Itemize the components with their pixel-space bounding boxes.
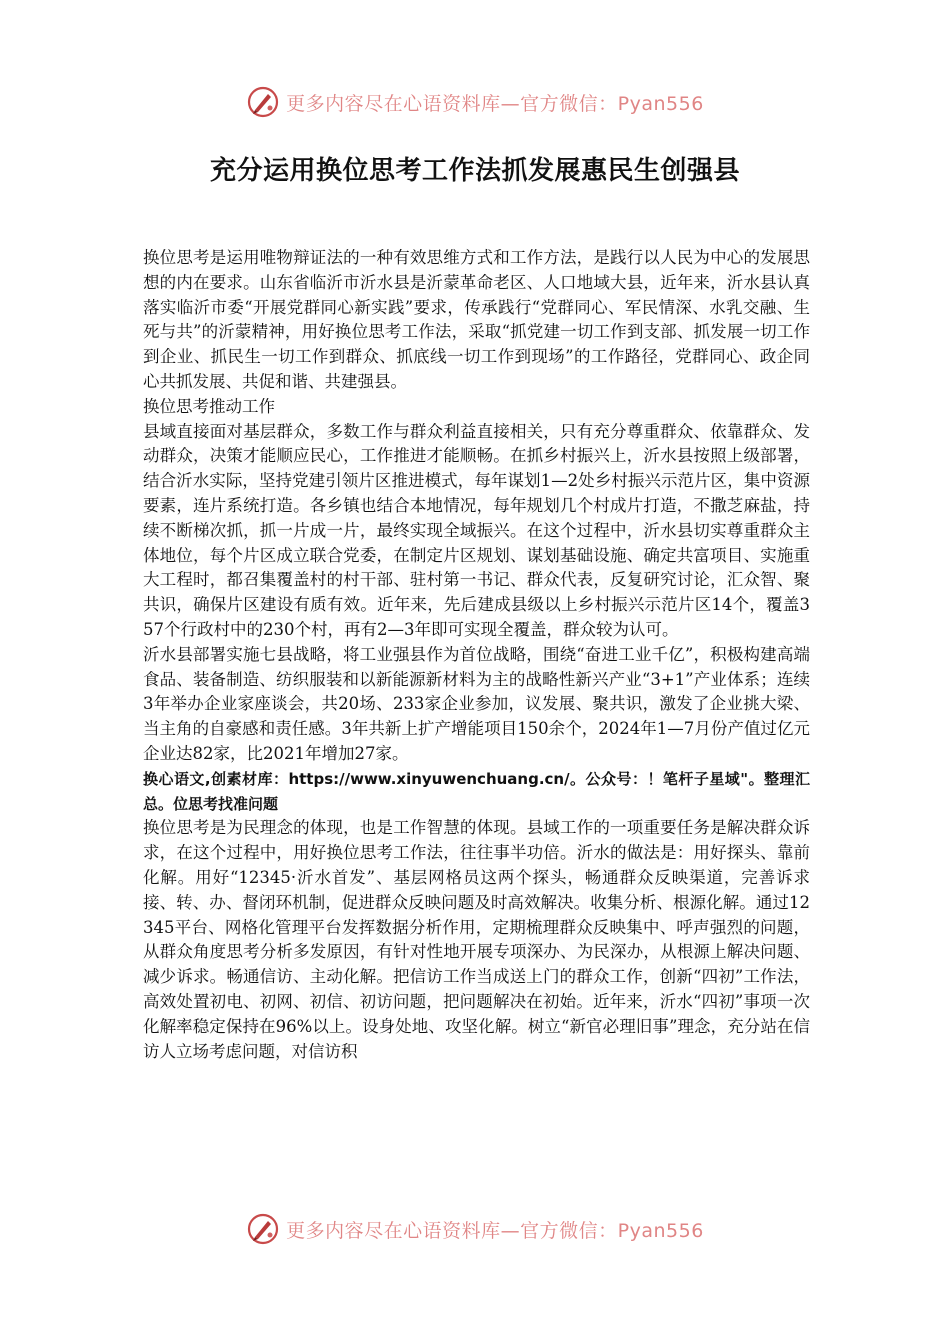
paragraph-industry: 沂水县部署实施七县战略，将工业强县作为首位战略，围绕“奋进工业千亿”，积极构建高端食品、装备制造、纺织服装和以新能源新材料为主的战略性新兴产业“3+1”产业体系；连续3年举办企业家座谈会，共20场、233家企业参加，议发展、聚共识，激发了企业挑大梁、当主角的自豪感和责任感。3年共新上扩产增能项目150余个，2024年1—7月份产值过亿元企业达82家，比2021年增加27家。 <box>143 644 810 763</box>
section-heading: 换位思考推动工作 <box>143 396 275 416</box>
paragraph-problem-solving: 换位思考是为民理念的体现，也是工作智慧的体现。县域工作的一项重要任务是解决群众诉求，在这个过程中，用好换位思考工作法，往往事半功倍。沂水的做法是：用好探头、靠前化解。用好“12345·沂水首发”、基层网格员这两个探头，畅通群众反映渠道，完善诉求接、转、办、督闭环机制，促进群众反映问题及时高效解决。收集分析、根源化解。通过12345平台、网格化管理平台发挥数据分析作用，定期梳理群众反映集中、呼声强烈的问题，从群众角度思考分析多发原因，有针对性地开展专项深办、为民深办，从根源上解决问题、减少诉求。畅通信访、主动化解。把信访工作当成送上门的群众工作，创新“四初”工作法，高效处置初电、初网、初信、初访问题，把问题解决在初始。近年来，沂水“四初”事项一次化解率稳定保持在96%以上。设身处地、攻坚化解。树立“新官必理旧事”理念，充分站在信访人立场考虑问题，对信访积 <box>143 818 810 1061</box>
paragraph-source-note: 换心语文,创素材库：https://www.xinyuwenchuang.cn/。公众号：！笔杆子星域"。整理汇总。位思考找准问题 <box>143 769 810 813</box>
paragraph-intro: 换位思考是运用唯物辩证法的一种有效思维方式和工作方法，是践行以人民为中心的发展思想的内在要求。山东省临沂市沂水县是沂蒙革命老区、人口地域大县，近年来，沂水县认真落实临沂市委“开展党群同心新实践”要求，传承践行“党群同心、军民情深、水乳交融、生死与共”的沂蒙精神，用好换位思考工作法，采取“抓党建一切工作到支部、抓发展一切工作到企业、抓民生一切工作到群众、抓底线一切工作到现场”的工作路径，党群同心、政企同心共抓发展、共促和谐、共建强县。 <box>143 248 810 391</box>
watermark-text: 更多内容尽在心语资料库—官方微信：Pyan556 <box>286 1219 704 1242</box>
brush-pen-logo-icon <box>246 1212 280 1246</box>
article-body <box>143 246 810 1196</box>
document-title: 充分运用换位思考工作法抓发展惠民生创强县 <box>209 156 740 186</box>
paragraph-rural-revitalization: 县域直接面对基层群众，多数工作与群众利益直接相关，只有充分尊重群众、依靠群众、发动群众，决策才能顺应民心，工作推进才能顺畅。在抓乡村振兴上，沂水县按照上级部署，结合沂水实际，坚持党建引领片区推进模式，每年谋划1—2处乡村振兴示范片区，集中资源要素，连片系统打造。各乡镇也结合本地情况，每年规划几个村成片打造，不撒芝麻盐，持续不断梯次抓，抓一片成一片，最终实现全域振兴。在这个过程中，沂水县切实尊重群众主体地位，每个片区成立联合党委，在制定片区规划、谋划基础设施、确定共富项目、实施重大工程时，都召集覆盖村的村干部、驻村第一书记、群众代表，反复研究讨论，汇众智、聚共识，确保片区建设有质有效。近年来，先后建成县级以上乡村振兴示范片区14个，覆盖357个行政村中的230个村，再有2—3年即可实现全覆盖，群众较为认可。 <box>143 421 810 639</box>
header-watermark <box>0 82 950 122</box>
footer-watermark <box>0 1209 950 1249</box>
watermark-text: 更多内容尽在心语资料库—官方微信：Pyan556 <box>286 92 704 115</box>
brush-pen-logo-icon <box>246 85 280 119</box>
